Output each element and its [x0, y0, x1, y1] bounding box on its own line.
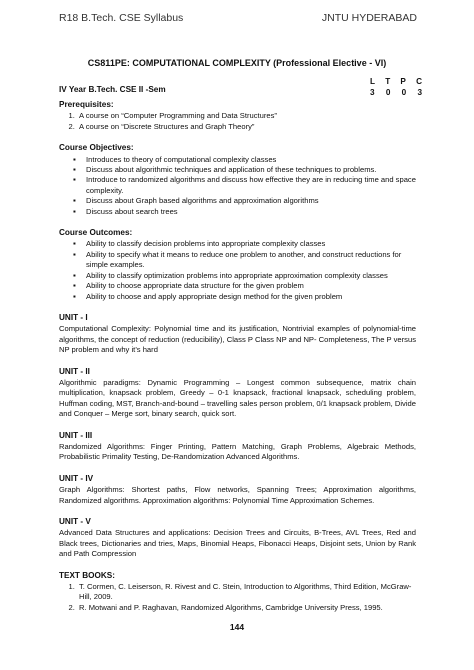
list-item: 2. R. Motwani and P. Raghavan, Randomized Algorithms, Cambridge University Press, 1995.	[77, 603, 416, 613]
list-item: 1. A course on “Computer Programming and Data Structures”	[77, 111, 416, 121]
unit-4-heading: UNIT - IV	[59, 473, 94, 483]
page-number: 144	[229, 622, 245, 632]
ltpc-letter: T	[385, 77, 391, 86]
ltpc-value: 0	[401, 88, 407, 97]
course-title: CS811PE: COMPUTATIONAL COMPLEXITY (Professional Elective - VI)	[87, 58, 387, 68]
unit-3-heading: UNIT - III	[59, 430, 93, 440]
outcomes-heading: Course Outcomes:	[59, 228, 133, 238]
ltpc-table	[370, 76, 422, 98]
unit-4-text: Graph Algorithms: Shortest paths, Flow networks, Spanning Trees; Approximation algorithms, Randomized algorithms. Approximation algorithms: Polynomial Time Approximation Schemes.	[59, 485, 416, 505]
syllabus-content	[59, 100, 416, 613]
outcomes-list	[59, 239, 416, 301]
list-item: ▪ Ability to classify optimization problems into appropriate approximation complexity classes	[86, 271, 416, 281]
list-item: ▪ Ability to classify decision problems into appropriate complexity classes	[86, 239, 416, 249]
list-item: ▪ Discuss about algorithmic techniques and application of these techniques to problems.	[86, 165, 416, 175]
list-item: ▪ Introduces to theory of computational complexity classes	[86, 155, 416, 165]
ltpc-values-row	[370, 87, 422, 98]
unit-2-heading: UNIT - II	[59, 366, 90, 376]
list-item: ▪ Ability to choose appropriate data structure for the given problem	[86, 281, 416, 291]
header-right: JNTU HYDERABAD	[321, 12, 417, 24]
ltpc-value: 0	[385, 88, 391, 97]
textbooks-list	[59, 582, 416, 613]
ltpc-value: 3	[417, 88, 422, 97]
list-item: 2. A course on “Discrete Structures and Graph Theory”	[77, 122, 416, 132]
list-item: ▪ Ability to choose and apply appropriate design method for the given problem	[86, 292, 416, 302]
unit-1-text: Computational Complexity: Polynomial time and its justification, Nontrivial examples of polynomial-time algorithms, the concept of reduction (reducibility), Class P Class NP and NP- Completeness, The P versus NP problem and why it’s hard	[59, 324, 416, 355]
prerequisites-list	[59, 111, 416, 132]
ltpc-value: 3	[370, 88, 375, 97]
unit-5-text: Advanced Data Structures and applications: Decision Trees and Circuits, B-Trees, AVL Trees, Red and Black trees, Dictionaries and tries, Maps, Binomial Heaps, Fibonacci Heaps, Disjoint sets, Union by Rank and Path Compression	[59, 528, 416, 559]
objectives-heading: Course Objectives:	[59, 143, 134, 153]
unit-3-text: Randomized Algorithms: Finger Printing, Pattern Matching, Graph Problems, Algebraic Methods, Probabilistic Primality Testing, De-Randomization Advanced Algorithms.	[59, 441, 416, 462]
unit-5-heading: UNIT - V	[59, 517, 91, 526]
list-item: ▪ Discuss about Graph based algorithms and approximation algorithms	[86, 196, 416, 206]
year-semester: IV Year B.Tech. CSE II -Sem	[59, 85, 166, 94]
ltpc-letters-row	[370, 76, 422, 87]
objectives-list	[59, 155, 416, 217]
textbooks-heading: TEXT BOOKS:	[59, 570, 115, 580]
ltpc-letter: C	[416, 77, 422, 86]
unit-2-text: Algorithmic paradigms: Dynamic Programming – Longest common subsequence, matrix chain multiplication, knapsack problem, Greedy – 0-1 knapsack, fractional knapsack, scheduling problem, Huffman coding, MST, Branch-and-bound – travelling sales person problem, 0/1 knapsack problem, Divide and Conquer – Merge sort, binary search, quick sort.	[59, 377, 416, 419]
ltpc-letter: L	[370, 77, 376, 86]
unit-1-heading: UNIT - I	[59, 312, 88, 322]
list-item: ▪ Discuss about search trees	[86, 207, 416, 217]
prerequisites-heading: Prerequisites:	[59, 100, 114, 109]
list-item: ▪ Ability to specify what it means to reduce one problem to another, and construct reductions for simple examples.	[86, 250, 416, 271]
header-left: R18 B.Tech. CSE Syllabus	[59, 12, 184, 24]
list-item: ▪ Introduce to randomized algorithms and discuss how effective they are in reducing time and space complexity.	[86, 175, 416, 196]
list-item: 1. T. Cormen, C. Leiserson, R. Rivest and C. Stein, Introduction to Algorithms, Third Edition, McGraw-Hill, 2009.	[77, 582, 416, 603]
ltpc-letter: P	[400, 77, 406, 86]
